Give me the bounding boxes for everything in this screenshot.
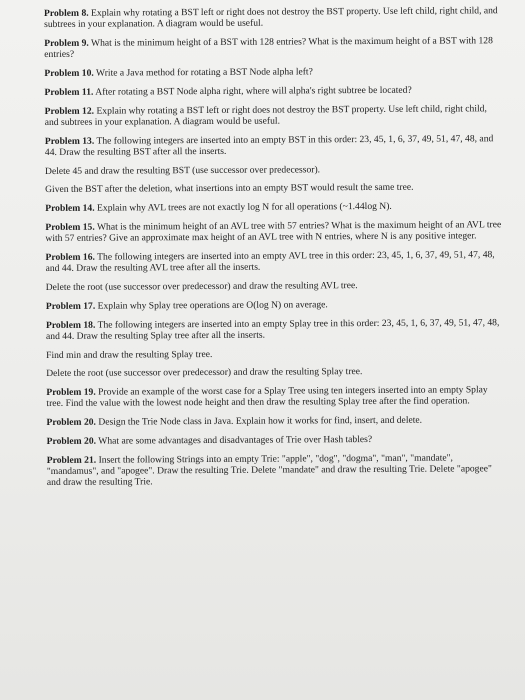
problem-label: Problem 14. <box>45 202 95 215</box>
problem-18 <box>46 317 502 342</box>
problem-text: Explain why rotating a BST left or right does not destroy the BST property. Use left child, right child, and subtrees in your explanation. A diagram would be useful. <box>44 102 487 128</box>
problem-text: Explain why Splay tree operations are O(log N) on average. <box>97 299 328 312</box>
problem-13-insertions <box>45 182 501 196</box>
problem-18-delete <box>46 366 502 380</box>
problem-text: What are some advantages and disadvantages of Trie over Hash tables? <box>98 433 373 447</box>
problem-18-find-min <box>46 347 502 361</box>
problem-label: Problem 16. <box>45 251 95 263</box>
problem-text: Explain why rotating a BST left or right does not destroy the BST property. Use left child, right child, and subtrees in your explanation. A diagram would be useful. <box>44 5 498 31</box>
problem-14 <box>45 200 501 214</box>
problem-12 <box>45 103 501 128</box>
problem-text: The following integers are inserted into an empty BST in this order: 23, 45, 1, 6, 37, 49, 51, 47, 48, and 44. Draw the resulting BST after all the inserts. <box>44 132 494 158</box>
problem-text: Write a Java method for rotating a BST Node alpha left? <box>95 66 313 79</box>
problem-label: Problem 9. <box>44 37 89 49</box>
problem-text: Find min and draw the resulting Splay tree. <box>46 348 213 361</box>
problem-16 <box>45 249 501 274</box>
problem-label: Problem 20. <box>46 416 96 429</box>
problem-20-trie-class <box>46 414 502 428</box>
problem-label: Problem 13. <box>44 135 95 147</box>
problem-20-trie-vs-hash <box>47 433 503 447</box>
problem-text: The following integers are inserted into an empty AVL tree in this order: 23, 45, 1, 6, 37, 49, 51, 47, 48, and 44. Draw the resulting AVL tree after all the inserts. <box>45 249 495 275</box>
problem-label: Problem 12. <box>44 105 95 117</box>
problem-16-delete <box>46 279 502 293</box>
problem-label: Problem 17. <box>45 300 96 312</box>
problem-text: What is the minimum height of an AVL tree with 57 entries? What is the maximum height of an AVL tree with 57 entries? Give an approximate max height of an AVL tree with N entries, where N is any positive integer. <box>45 219 502 245</box>
problem-text: What is the minimum height of a BST with 128 entries? What is the maximum height of a BST with 128 entries? <box>44 35 493 61</box>
problem-label: Problem 15. <box>45 221 95 233</box>
problem-text: After rotating a BST Node alpha right, where will alpha's right subtree be located? <box>95 84 412 98</box>
problem-text: Provide an example of the worst case for a Splay Tree using ten integers inserted into an empty Splay tree. Find the value with the lowest node height and then draw the resulting Splay tree after the find operation. <box>46 384 488 410</box>
problem-label: Problem 21. <box>46 454 97 466</box>
problem-text: The following integers are inserted into an empty Splay tree in this order: 23, 45, 1, 6, 37, 49, 51, 47, 48, and 44. Draw the resulting Splay tree after all the inserts. <box>45 316 500 342</box>
problem-label: Problem 10. <box>44 67 94 79</box>
problem-list <box>44 5 503 496</box>
problem-text: Design the Trie Node class in Java. Explain how it works for find, insert, and delete. <box>98 414 423 428</box>
problem-15 <box>45 219 501 244</box>
problem-label: Problem 18. <box>45 319 96 331</box>
problem-13-delete <box>45 163 501 177</box>
problem-17 <box>46 298 502 312</box>
problem-text: Explain why AVL trees are not exactly log N for all operations (~1.44log N). <box>96 201 392 214</box>
problem-13 <box>45 133 501 158</box>
problem-label: Problem 11. <box>44 86 94 98</box>
problem-19 <box>46 384 502 409</box>
problem-text: Delete 45 and draw the resulting BST (use successor over predecessor). <box>44 163 321 177</box>
problem-text: Delete the root (use successor over predecessor) and draw the resulting AVL tree. <box>45 280 358 293</box>
problem-8 <box>44 5 500 30</box>
problem-label: Problem 20. <box>46 435 97 447</box>
problem-10 <box>44 65 500 79</box>
problem-text: Given the BST after the deletion, what insertions into an empty BST would result the same tree. <box>45 182 414 196</box>
problem-label: Problem 19. <box>46 386 96 399</box>
problem-label: Problem 8. <box>44 7 89 19</box>
problem-21 <box>47 452 503 488</box>
problem-text: Delete the root (use successor over predecessor) and draw the resulting Splay tree. <box>46 366 363 380</box>
problem-11 <box>44 84 500 98</box>
problem-9 <box>44 35 500 60</box>
problem-text: Insert the following Strings into an empty Trie: "apple", "dog", "dogma", "man", "mandate", "mandamus", and "apogee". Draw the resulting Trie. Delete "mandate" and draw the resulting Trie. Delete "apogee" and draw the resulting Trie. <box>46 452 492 489</box>
